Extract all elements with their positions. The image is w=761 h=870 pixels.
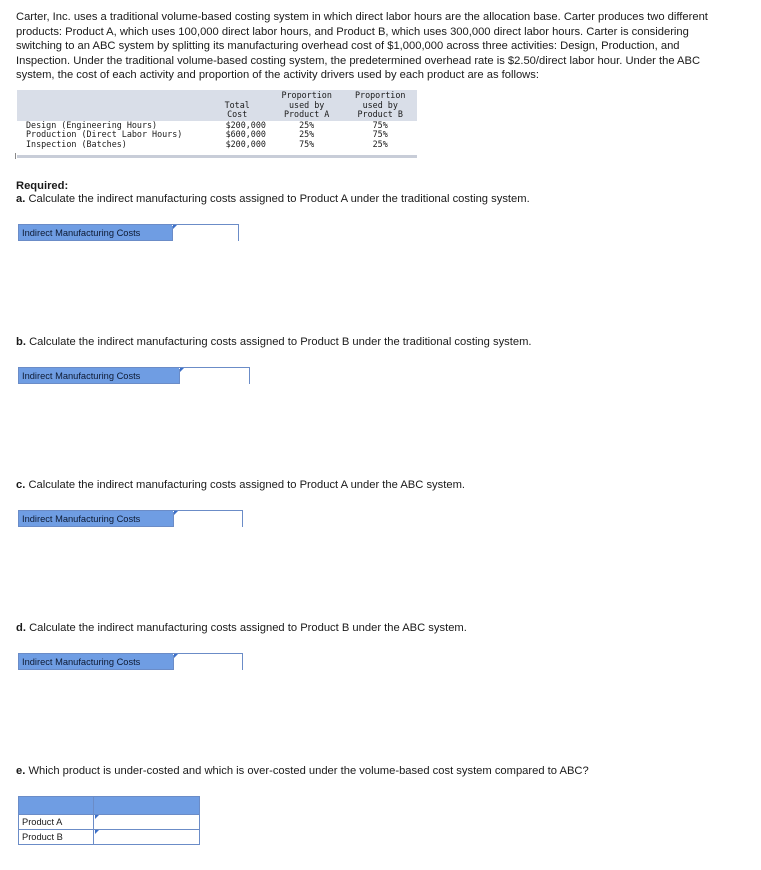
answer-b-cell	[179, 368, 249, 383]
corner-flag-icon	[174, 654, 178, 658]
header-total-cost-line2: Cost	[227, 109, 248, 120]
table-row	[19, 815, 200, 830]
question-c-letter: c.	[16, 479, 26, 491]
question-c	[16, 479, 465, 491]
answer-a-cell	[172, 225, 238, 240]
table-left-tick	[15, 153, 16, 159]
activity-name: Inspection (Batches)	[17, 140, 204, 150]
question-d-text: Calculate the indirect manufacturing costs assigned to Product B under the ABC system.	[29, 622, 467, 634]
answer-row-a	[18, 224, 239, 241]
header-total-cost	[204, 90, 269, 121]
answer-b-label: Indirect Manufacturing Costs	[19, 368, 179, 383]
question-a-letter: a.	[16, 193, 26, 205]
corner-flag-icon	[174, 511, 178, 515]
table-header-row	[17, 90, 417, 121]
answer-b-input[interactable]	[179, 369, 249, 384]
corner-flag-icon	[173, 225, 177, 229]
question-e-text: Which product is under-costed and which is over-costed under the volume-based cost system compared to ABC?	[28, 765, 589, 777]
header-proportion-b-line2: used by	[362, 99, 398, 110]
answer-a-label: Indirect Manufacturing Costs	[19, 225, 172, 240]
question-c-text: Calculate the indirect manufacturing costs assigned to Product A under the ABC system.	[28, 479, 465, 491]
activity-cost: $600,000	[204, 130, 269, 140]
grid-e-header-cell	[94, 797, 200, 815]
answer-a-input[interactable]	[172, 226, 238, 241]
corner-flag-icon	[180, 368, 184, 372]
activity-cost: $200,000	[204, 121, 269, 131]
answer-row-c	[18, 510, 243, 527]
header-proportion-b-line3: Product B	[357, 109, 403, 120]
header-total-cost-line1: Total	[224, 99, 250, 110]
proportion-a: 25%	[270, 121, 344, 131]
corner-flag-icon	[95, 830, 99, 834]
header-proportion-a-line3: Product A	[283, 109, 330, 120]
grid-e-header-cell	[19, 797, 94, 815]
proportion-b: 25%	[343, 140, 417, 150]
question-e	[16, 765, 589, 777]
activity-cost: $200,000	[204, 140, 269, 150]
problem-intro: Carter, Inc. uses a traditional volume-based costing system in which direct labor hours are the allocation base. Carter produces two different products: Product A, which uses 100,000 direct labor hours, and Product B, which uses 300,000 direct labor hours. Carter is considering switching to an ABC system by splitting its manufacturing overhead cost of $1,000,000 across three activities: Design, Production, and Inspection. Under the traditional volume-based costing system, the predetermined overhead rate is $2.50/direct labor hour. Under the ABC system, the cost of each activity and proportion of the activity drivers used by each product are as follows:	[16, 11, 708, 81]
proportion-a: 75%	[270, 140, 344, 150]
activity-cost-table	[17, 90, 417, 150]
question-b-letter: b.	[16, 336, 26, 348]
header-proportion-a	[270, 90, 344, 121]
table-bottom-rule	[17, 155, 417, 158]
answer-row-b	[18, 367, 250, 384]
answer-d-label: Indirect Manufacturing Costs	[19, 654, 173, 669]
question-a	[16, 193, 530, 205]
proportion-b: 75%	[343, 130, 417, 140]
required-heading: Required:	[16, 180, 69, 192]
table-row	[17, 140, 417, 150]
question-b-text: Calculate the indirect manufacturing costs assigned to Product B under the traditional costing system.	[29, 336, 532, 348]
corner-flag-icon	[95, 815, 99, 819]
answer-c-cell	[173, 511, 242, 526]
activity-name: Design (Engineering Hours)	[17, 121, 204, 131]
activity-name: Production (Direct Labor Hours)	[17, 130, 204, 140]
header-proportion-b	[343, 90, 417, 121]
answer-d-input[interactable]	[173, 655, 242, 670]
header-proportion-a-line2: used by	[289, 99, 325, 110]
answer-d-cell	[173, 654, 242, 669]
question-b	[16, 336, 532, 348]
proportion-a: 25%	[270, 130, 344, 140]
header-proportion-b-line1: Proportion	[355, 90, 406, 100]
answer-grid-e	[18, 796, 200, 845]
question-a-text: Calculate the indirect manufacturing costs assigned to Product A under the traditional costing system.	[28, 193, 530, 205]
answer-c-input[interactable]	[173, 512, 242, 527]
proportion-b: 75%	[343, 121, 417, 131]
question-d	[16, 622, 467, 634]
table-row	[19, 830, 200, 845]
grid-e-answer-cell[interactable]	[94, 830, 200, 845]
grid-e-answer-cell[interactable]	[94, 815, 200, 830]
header-proportion-a-line1: Proportion	[281, 90, 332, 100]
question-e-letter: e.	[16, 765, 26, 777]
answer-row-d	[18, 653, 243, 670]
grid-e-header-row	[19, 797, 200, 815]
header-activity	[17, 90, 204, 121]
grid-e-product-label: Product B	[19, 830, 94, 845]
answer-c-label: Indirect Manufacturing Costs	[19, 511, 173, 526]
question-d-letter: d.	[16, 622, 26, 634]
grid-e-product-label: Product A	[19, 815, 94, 830]
